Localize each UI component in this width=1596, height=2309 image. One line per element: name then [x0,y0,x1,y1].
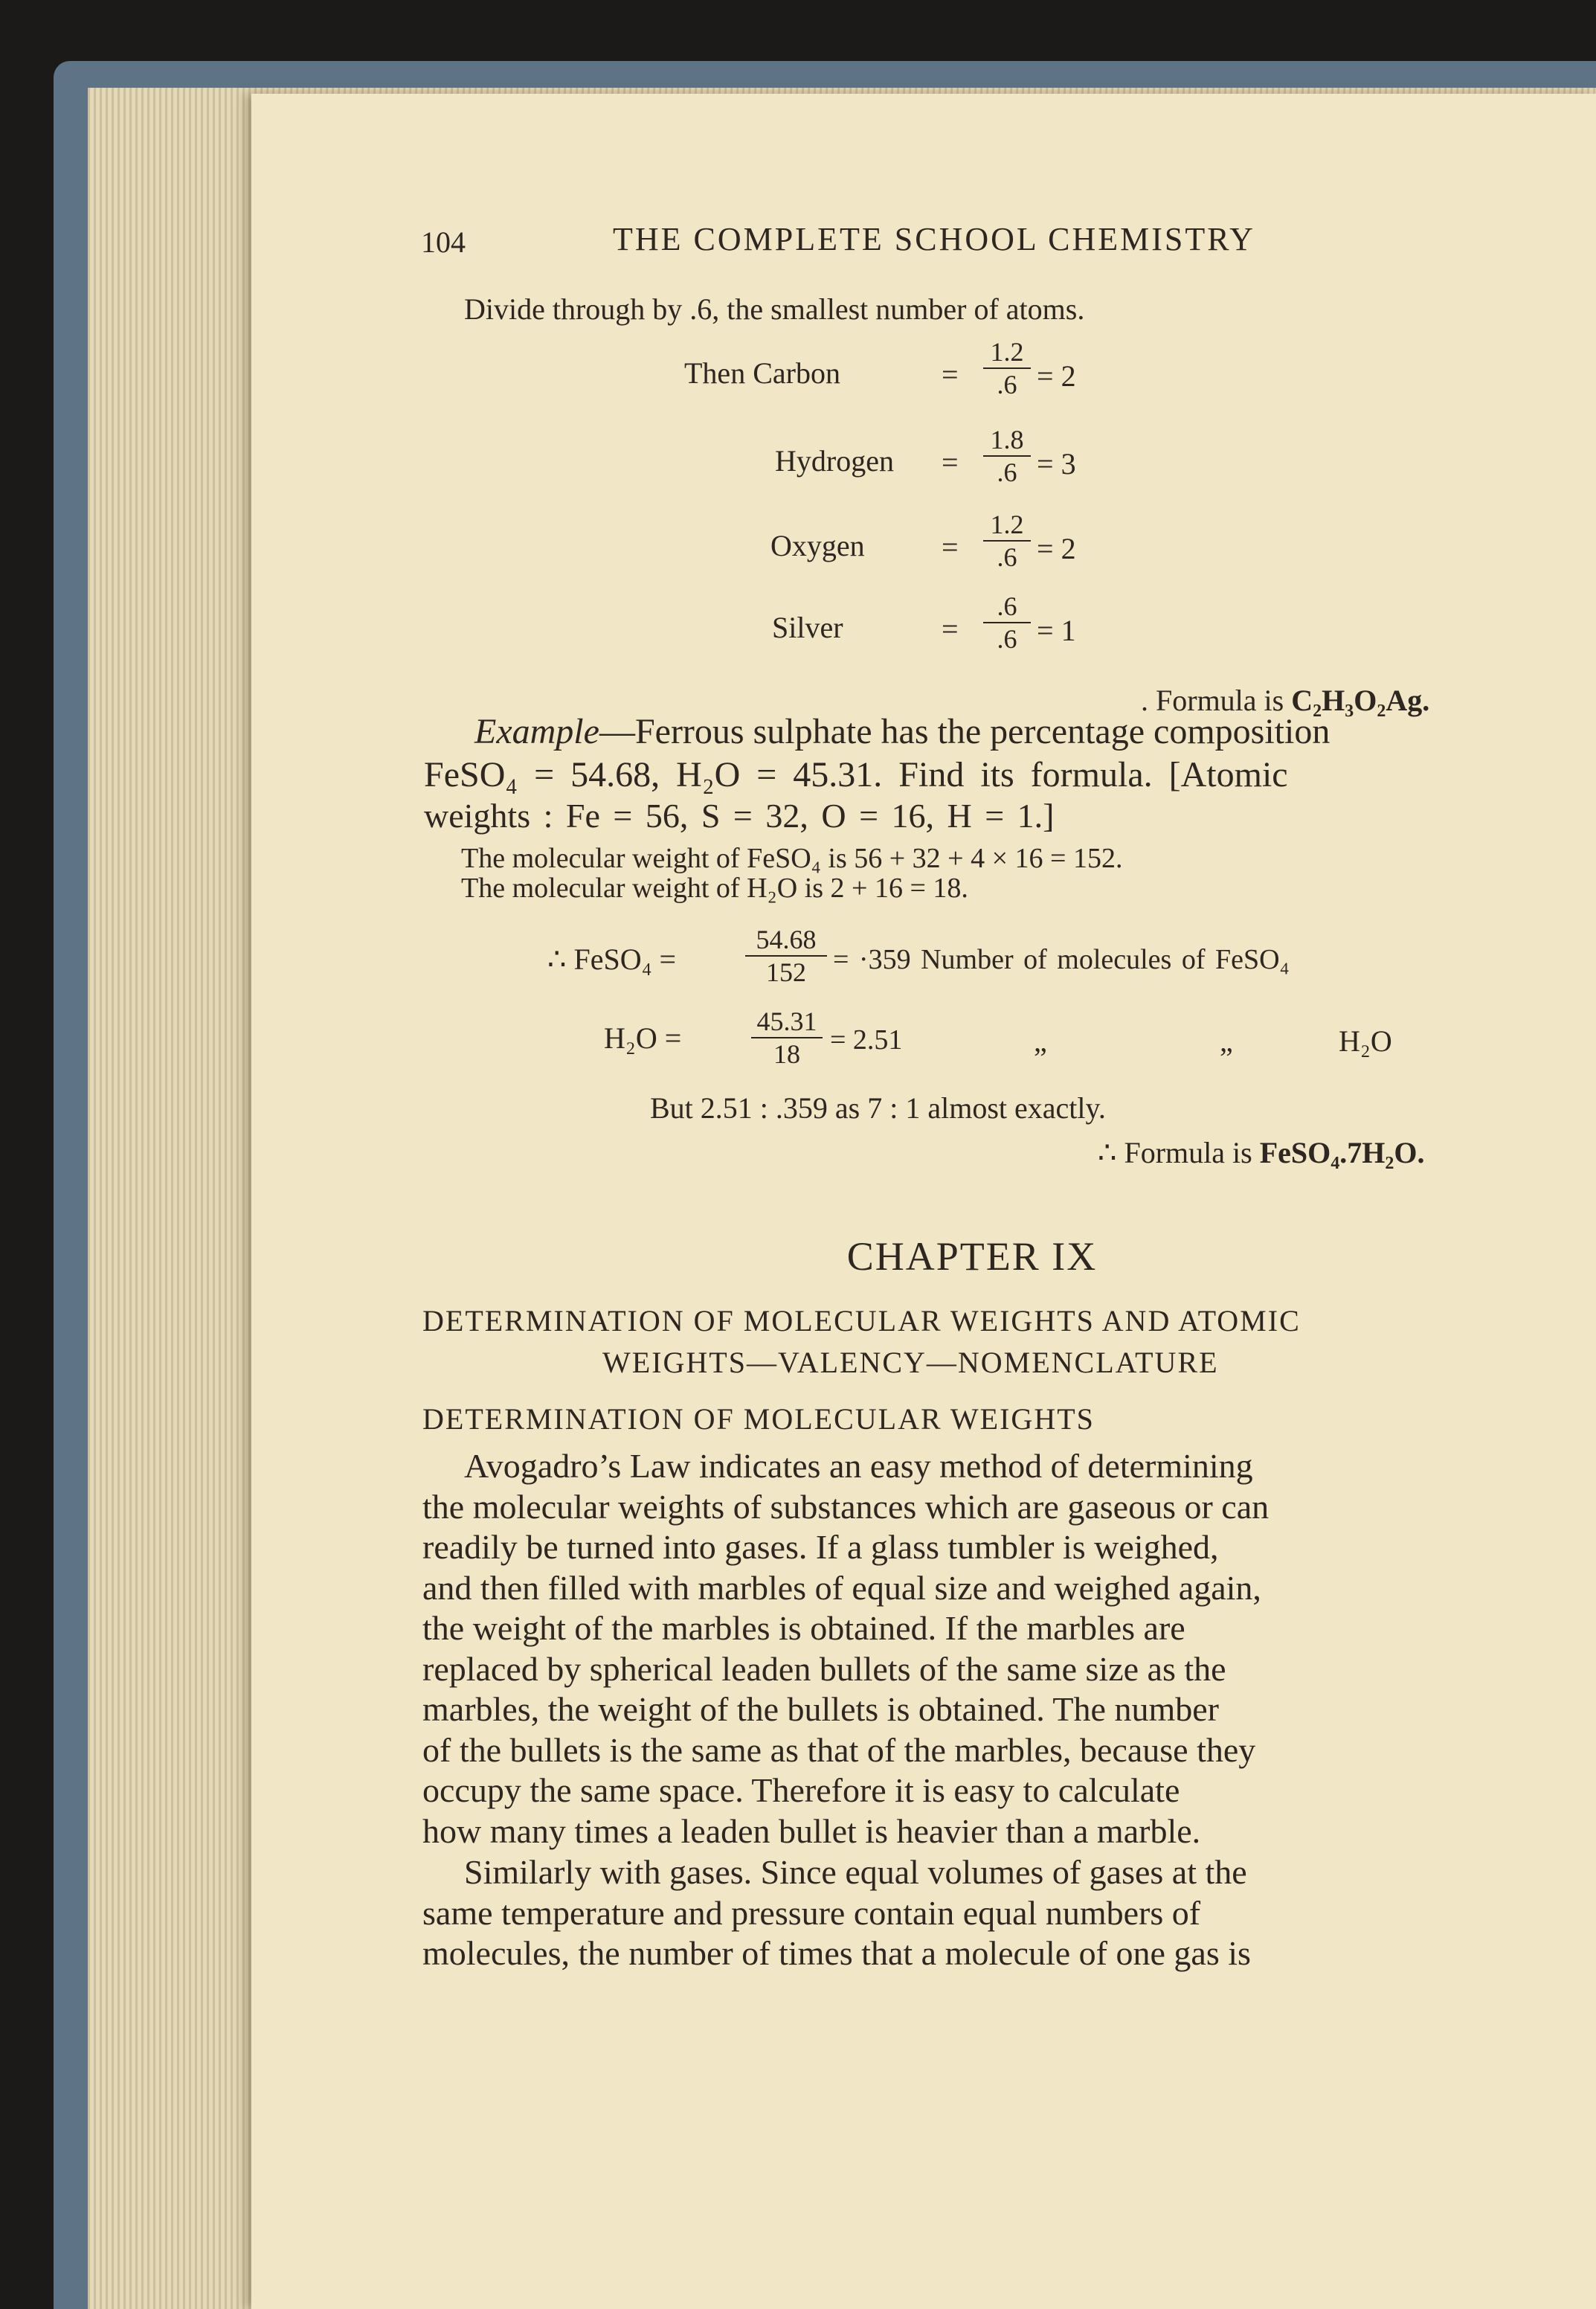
element-label: Then Carbon [684,356,840,390]
text-line: replaced by spherical leaden bullets of the same size as the [422,1649,1226,1688]
chapter-title-line-1: DETERMINATION OF MOLECULAR WEIGHTS AND ATOMIC [422,1304,1301,1337]
equals-sign: = [942,358,959,391]
formula-prefix: . Formula is [1141,684,1284,717]
example-label: Example [474,712,599,751]
text-line: molecules, the number of times that a molecule of one gas is [422,1934,1251,1972]
fraction: $\frac{1.8}{.6}$ [983,424,1031,488]
text-line: the molecular weights of substances which are gaseous or can [422,1487,1270,1526]
ratio-result: = 2 [1037,532,1076,565]
row-end: H₂O [1339,1024,1392,1058]
text-line: same temperature and pressure contain equal numbers of [422,1893,1201,1932]
text-line: the weight of the marbles is obtained. If the marbles are [422,1609,1185,1647]
paragraph-2 [422,1852,1516,1974]
example-line-3: weights : Fe = 56, S = 32, O = 16, H = 1.] [424,797,1055,835]
text-line: and then filled with marbles of equal size and weighed again, [422,1568,1261,1607]
divide-instruction: Divide through by .6, the smallest number of atoms. [464,292,1085,326]
lhs: H₂O = [604,1021,682,1055]
ratio-result: = 2 [1037,359,1076,393]
running-title: THE COMPLETE SCHOOL CHEMISTRY [613,221,1255,257]
chapter-number: CHAPTER IX [846,1234,1098,1279]
text-line: readily be turned into gases. If a glass tumbler is weighed, [422,1528,1219,1566]
equals-sign: = [942,612,959,646]
text-line: Similarly with gases. Since equal volumes of gases at the [464,1853,1247,1891]
text-line: occupy the same space. Therefore it is easy to calculate [422,1771,1180,1809]
molecular-weight-line-2: The molecular weight of H₂O is 2 + 16 = 18. [461,873,968,904]
ratio-result: = 3 [1037,447,1076,481]
text-line: Avogadro’s Law indicates an easy method of determining [464,1447,1253,1485]
fraction: $\frac{1.2}{.6}$ [983,509,1031,573]
example-line-1: Example—Ferrous sulphate has the percentage composition [474,712,1330,751]
equals-sign: = [942,530,959,564]
ditto-mark: „ [1034,1024,1047,1058]
formula: C₂H₃O₂Ag. [1291,684,1430,717]
chapter-title-line-2: WEIGHTS—VALENCY—NOMENCLATURE [602,1346,1219,1379]
equals-sign: = [942,446,959,479]
text-line: of the bullets is the same as that of the marbles, because they [422,1730,1256,1769]
ditto-mark: „ [1220,1024,1233,1058]
ratio-statement: But 2.51 : .359 as 7 : 1 almost exactly. [650,1091,1106,1125]
book-page [251,94,1596,2309]
fraction: $\frac{54.68}{152}$ [745,924,827,988]
fraction: $\frac{1.2}{.6}$ [983,336,1031,400]
fraction: $\frac{.6}{.6}$ [983,591,1031,655]
section-heading: DETERMINATION OF MOLECULAR WEIGHTS [422,1402,1095,1436]
element-label: Silver [772,611,843,644]
ratio-result: = 1 [1037,614,1076,647]
page-number: 104 [421,225,466,259]
paragraph-1 [422,1446,1516,1852]
text-line: marbles, the weight of the bullets is obtained. The number [422,1690,1219,1728]
example-line-2: FeSO₄ = 54.68, H₂O = 45.31. Find its formula. [Atomic [424,755,1288,794]
fraction: $\frac{45.31}{18}$ [751,1006,823,1070]
lhs: ∴ FeSO₄ = [547,942,677,976]
element-label: Hydrogen [775,444,894,478]
rhs: = 2.51 [830,1024,903,1056]
text-line: how many times a leaden bullet is heavier than a marble. [422,1811,1201,1850]
rhs: = ·359 Number of molecules of FeSO₄ [833,944,1290,975]
ferrous-conclusion: ∴ Formula is FeSO₄.7H₂O. [1098,1136,1425,1169]
molecular-weight-line-1: The molecular weight of FeSO₄ is 56 + 32 + 4 × 16 = 152. [461,843,1123,874]
element-label: Oxygen [770,529,865,562]
